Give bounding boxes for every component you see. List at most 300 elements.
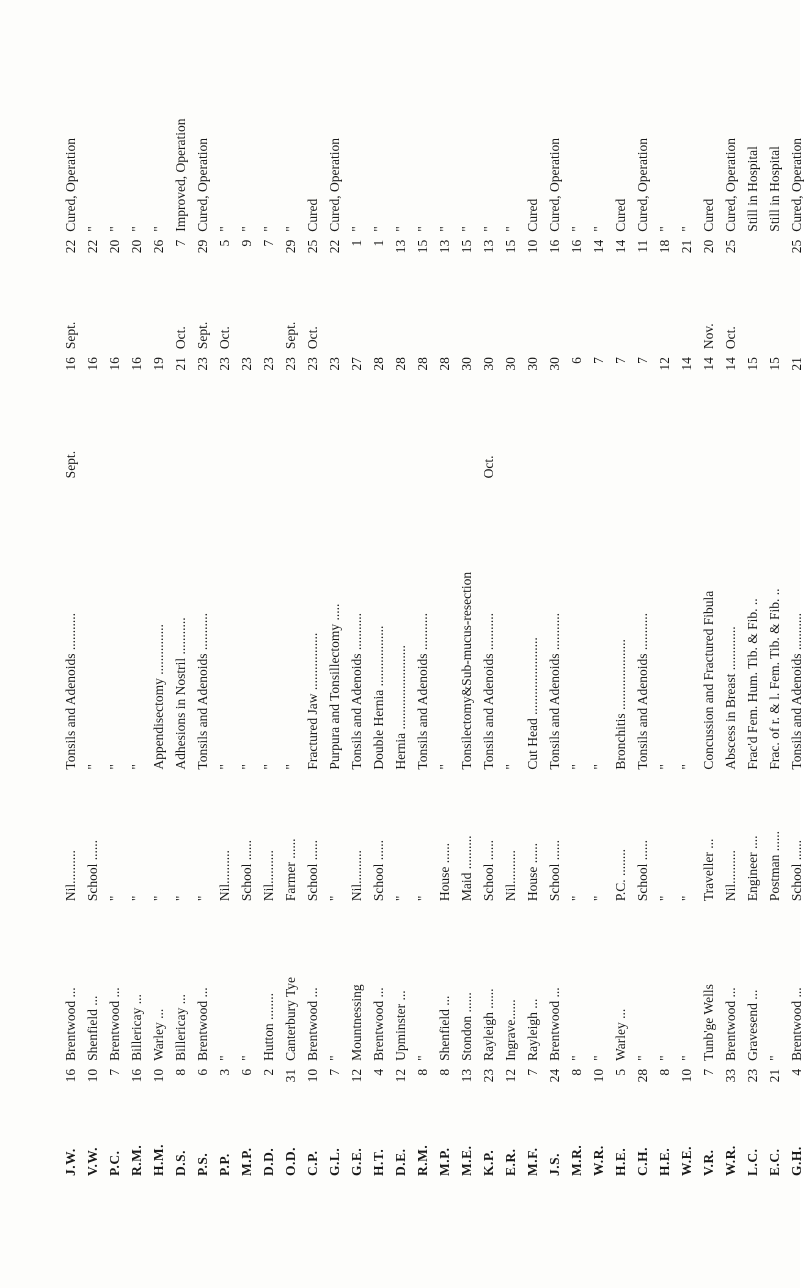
patient-residence: Rayleigh ......	[481, 988, 496, 1061]
discharge-month	[632, 280, 654, 353]
patient-result: Cured, Operation	[789, 137, 804, 232]
admission-day: 28	[371, 357, 386, 371]
admission-day: 30	[459, 357, 474, 371]
patient-occupation: "	[327, 895, 342, 902]
discharge-month: Oct.	[217, 326, 232, 350]
table-row	[654, 50, 676, 1180]
patient-initials: M.P.	[239, 1147, 254, 1176]
patient-result: "	[349, 226, 364, 232]
patient-initials: M.F.	[525, 1147, 540, 1176]
discharge-day: 22	[63, 239, 78, 254]
admission-month	[544, 398, 566, 483]
patient-result: "	[657, 226, 672, 232]
table-row	[544, 50, 566, 1180]
admission-month	[412, 398, 434, 483]
patient-result: "	[679, 226, 694, 232]
patient-disease: Tonsils and Adenoids ...........	[547, 613, 562, 770]
table-row	[346, 50, 368, 1180]
patient-occupation: "	[151, 895, 166, 902]
patient-result: Improved, Operation	[173, 118, 188, 232]
patient-age: 8	[657, 1068, 672, 1076]
patient-rows	[60, 50, 808, 1180]
patient-disease: Bronchitis .....................	[613, 639, 628, 770]
patient-disease: Frac. of r. & l. Fem. Tib. & Fib. ..	[767, 588, 782, 770]
patient-occupation: "	[107, 895, 122, 902]
discharge-day: 15	[415, 239, 430, 254]
discharge-month	[412, 280, 434, 353]
patient-occupation: Nil..........	[503, 850, 518, 902]
table-row	[82, 50, 104, 1180]
table-row	[192, 50, 214, 1180]
patient-result: "	[393, 226, 408, 232]
patient-initials: G.L.	[327, 1147, 342, 1176]
patient-initials: W.E.	[679, 1145, 694, 1176]
patient-age: 16	[129, 1068, 144, 1083]
patient-residence: "	[569, 1055, 584, 1061]
patient-disease: Tonsils and Adenoids ...........	[349, 613, 364, 770]
patient-occupation: School ......	[481, 840, 496, 902]
admission-day: 23	[239, 357, 254, 371]
patient-residence: Ingrave......	[503, 999, 518, 1061]
patient-initials: M.R.	[569, 1144, 584, 1176]
patient-age: 4	[789, 1068, 804, 1076]
patient-age: 24	[547, 1068, 562, 1083]
discharge-month: Nov.	[701, 323, 716, 350]
patient-residence: Brentwood ...	[63, 987, 78, 1061]
patient-age: 6	[195, 1068, 210, 1076]
patient-age: 3	[217, 1068, 232, 1076]
admission-month	[82, 398, 104, 483]
table-row	[258, 50, 280, 1180]
discharge-day: 10	[525, 239, 540, 254]
admission-month	[302, 398, 324, 483]
admission-month	[236, 398, 258, 483]
patient-result: Cured, Operation	[635, 137, 650, 232]
patient-disease: Hernia .........................	[393, 645, 408, 770]
table-row	[324, 50, 346, 1180]
patient-initials: W.R.	[723, 1145, 738, 1176]
admission-day: 28	[393, 357, 408, 371]
discharge-day: 1	[371, 239, 386, 247]
patient-disease: "	[217, 764, 232, 770]
discharge-month	[676, 280, 698, 353]
patient-residence: Rayleigh ...	[525, 998, 540, 1061]
discharge-day: 21	[679, 239, 694, 254]
patient-residence: Shenfield ...	[437, 995, 452, 1061]
patient-age: 28	[635, 1068, 650, 1083]
patient-residence: Brentwood ...	[107, 987, 122, 1061]
admission-day: 6	[569, 357, 584, 364]
patient-residence: "	[635, 1055, 650, 1061]
patient-residence: "	[679, 1055, 694, 1061]
discharge-day: 25	[305, 239, 320, 254]
patient-initials: H.E.	[613, 1147, 628, 1176]
patient-result: "	[261, 226, 276, 232]
patient-age: 8	[415, 1068, 430, 1076]
patient-age: 4	[371, 1068, 386, 1076]
patient-result: "	[151, 226, 166, 232]
admission-day: 30	[503, 357, 518, 371]
admission-month	[324, 398, 346, 483]
patient-initials: C.P.	[305, 1150, 320, 1176]
patient-occupation: Traveller ...	[701, 838, 716, 902]
patient-residence: "	[591, 1055, 606, 1061]
discharge-month	[368, 280, 390, 353]
patient-age: 10	[591, 1068, 606, 1083]
patient-disease: Tonsils and Adenoids ...........	[195, 613, 210, 770]
patient-occupation: P.C. ........	[613, 849, 628, 902]
admission-day: 15	[767, 357, 782, 371]
discharge-day: 25	[789, 239, 804, 254]
table-row	[500, 50, 522, 1180]
patient-residence: Brentwood ...	[305, 987, 320, 1061]
patient-occupation: School ......	[239, 840, 254, 902]
patient-disease: "	[239, 764, 254, 770]
discharge-month	[544, 280, 566, 353]
patient-disease: "	[85, 764, 100, 770]
patient-residence: Tunb'ge Wells	[701, 984, 716, 1061]
patient-occupation: School ......	[371, 840, 386, 902]
discharge-day: 13	[437, 239, 452, 254]
patient-result: "	[415, 226, 430, 232]
patient-occupation: School ......	[789, 840, 804, 902]
patient-result: Still in Hospital	[745, 146, 760, 232]
patient-register	[60, 50, 804, 1180]
admission-month	[258, 398, 280, 483]
table-row	[786, 50, 808, 1180]
patient-initials: K.P.	[481, 1149, 496, 1176]
admission-month	[566, 398, 588, 483]
admission-day: 16	[107, 357, 122, 371]
patient-residence: Hutton ........	[261, 993, 276, 1061]
patient-disease: "	[657, 764, 672, 770]
patient-age: 13	[459, 1068, 474, 1083]
patient-age: 2	[261, 1068, 276, 1076]
discharge-day: 29	[283, 239, 298, 254]
patient-result: Cured	[305, 198, 320, 232]
patient-initials: W.R.	[591, 1145, 606, 1176]
patient-age: 12	[349, 1068, 364, 1083]
patient-result: Cured	[613, 198, 628, 232]
patient-residence: Billericay ...	[173, 994, 188, 1061]
patient-occupation: "	[591, 895, 606, 902]
patient-age: 5	[613, 1068, 628, 1076]
admission-month	[720, 398, 742, 483]
discharge-month	[478, 280, 500, 353]
patient-occupation: "	[679, 895, 694, 902]
patient-residence: "	[239, 1055, 254, 1061]
admission-month	[214, 398, 236, 483]
patient-result: "	[85, 226, 100, 232]
admission-day: 16	[129, 357, 144, 371]
patient-residence: Mountnessing	[349, 984, 364, 1061]
patient-table	[60, 50, 808, 1180]
admission-month: Oct.	[481, 455, 496, 479]
discharge-month: Sept.	[195, 321, 210, 350]
discharge-month	[258, 280, 280, 353]
admission-month	[148, 398, 170, 483]
patient-initials: M.E.	[459, 1145, 474, 1176]
patient-residence: Brentwood ...	[789, 987, 804, 1061]
patient-disease: "	[591, 764, 606, 770]
admission-month	[632, 398, 654, 483]
admission-day: 16	[63, 357, 78, 371]
patient-occupation: Nil..........	[261, 850, 276, 902]
patient-result: Cured	[701, 198, 716, 232]
table-row	[236, 50, 258, 1180]
patient-age: 8	[173, 1068, 188, 1076]
discharge-month: Sept.	[283, 321, 298, 350]
table-row	[60, 50, 82, 1180]
discharge-month	[566, 280, 588, 353]
discharge-day: 15	[503, 239, 518, 254]
admission-month	[346, 398, 368, 483]
patient-initials: G.H.	[789, 1146, 804, 1176]
discharge-day: 25	[723, 239, 738, 254]
admission-month	[170, 398, 192, 483]
patient-age: 8	[437, 1068, 452, 1076]
patient-age: 10	[85, 1068, 100, 1083]
table-row	[764, 50, 786, 1180]
discharge-day: 16	[547, 239, 562, 254]
admission-day: 30	[547, 357, 562, 371]
discharge-month	[500, 280, 522, 353]
patient-disease: Appendisectomy ...............	[151, 624, 166, 770]
discharge-day: 20	[129, 239, 144, 254]
patient-occupation: "	[415, 895, 430, 902]
patient-residence: "	[327, 1055, 342, 1061]
discharge-day: 7	[173, 239, 188, 247]
patient-initials: D.E.	[393, 1148, 408, 1176]
patient-result: Cured, Operation	[723, 137, 738, 232]
patient-age: 12	[393, 1068, 408, 1083]
admission-day: 14	[679, 357, 694, 371]
patient-occupation: "	[657, 895, 672, 902]
table-row	[434, 50, 456, 1180]
discharge-day: 14	[613, 239, 628, 254]
patient-occupation: School ......	[85, 840, 100, 902]
patient-disease: "	[107, 764, 122, 770]
patient-occupation: Nil..........	[63, 850, 78, 902]
patient-disease: Purpura and Tonsillectomy .....	[327, 603, 342, 770]
admission-day: 21	[789, 357, 804, 371]
table-row	[126, 50, 148, 1180]
discharge-day: 22	[85, 239, 100, 254]
table-row	[720, 50, 742, 1180]
patient-result: "	[459, 226, 474, 232]
discharge-day: 1	[349, 239, 364, 247]
patient-result: Cured, Operation	[63, 137, 78, 232]
table-row	[148, 50, 170, 1180]
admission-month	[676, 398, 698, 483]
admission-day: 27	[349, 357, 364, 371]
admission-month	[742, 398, 764, 483]
patient-disease: "	[437, 764, 452, 770]
discharge-day: 11	[635, 239, 650, 253]
table-row	[632, 50, 654, 1180]
patient-disease: Tonsils and Adenoids ...........	[415, 613, 430, 770]
patient-age: 31	[283, 1068, 298, 1083]
admission-day: 21	[173, 357, 188, 371]
admission-month	[368, 398, 390, 483]
admission-day: 12	[657, 357, 672, 371]
discharge-month	[126, 280, 148, 353]
patient-age: 16	[63, 1068, 78, 1083]
admission-month	[104, 398, 126, 483]
admission-day: 7	[591, 357, 606, 364]
patient-initials: R.M.	[129, 1144, 144, 1176]
discharge-month	[764, 280, 786, 353]
discharge-month: Oct.	[305, 326, 320, 350]
admission-day: 15	[745, 357, 760, 371]
patient-initials: J.W.	[63, 1148, 78, 1176]
discharge-month	[742, 280, 764, 353]
patient-occupation: Postman ......	[767, 831, 782, 902]
patient-disease: Abscess in Breast .............	[723, 626, 738, 770]
admission-month	[522, 398, 544, 483]
discharge-day: 20	[107, 239, 122, 254]
patient-residence: Stondon ......	[459, 992, 474, 1061]
patient-age: 6	[239, 1068, 254, 1076]
table-row	[412, 50, 434, 1180]
patient-occupation: "	[173, 895, 188, 902]
patient-residence: "	[657, 1055, 672, 1061]
patient-disease: Fractured Jaw .................	[305, 632, 320, 770]
discharge-month: Oct.	[723, 326, 738, 350]
patient-occupation: Engineer ....	[745, 835, 760, 902]
patient-result: "	[239, 226, 254, 232]
discharge-day: 22	[327, 239, 342, 254]
admission-month	[280, 398, 302, 483]
patient-result: Cured	[525, 198, 540, 232]
patient-initials: P.S.	[195, 1152, 210, 1176]
patient-occupation: "	[129, 895, 144, 902]
patient-residence: Brentwood ...	[371, 987, 386, 1061]
patient-residence: Shenfield ...	[85, 995, 100, 1061]
admission-month: Sept.	[63, 450, 78, 479]
discharge-month	[82, 280, 104, 353]
patient-disease: "	[503, 764, 518, 770]
patient-initials: H.M.	[151, 1144, 166, 1176]
patient-age: 7	[701, 1068, 716, 1076]
patient-disease: "	[261, 764, 276, 770]
table-row	[456, 50, 478, 1180]
admission-month	[654, 398, 676, 483]
admission-day: 7	[635, 357, 650, 364]
admission-day: 7	[613, 357, 628, 364]
patient-occupation: Farmer ......	[283, 838, 298, 902]
patient-disease: "	[569, 764, 584, 770]
admission-day: 19	[151, 357, 166, 371]
discharge-month: Oct.	[173, 326, 188, 350]
admission-day: 14	[723, 357, 738, 371]
patient-result: "	[129, 226, 144, 232]
discharge-day: 9	[239, 239, 254, 247]
patient-occupation: Nil..........	[349, 850, 364, 902]
patient-age: 23	[745, 1068, 760, 1083]
patient-disease: Cut Head .......................	[525, 637, 540, 770]
patient-initials: H.T.	[371, 1148, 386, 1176]
patient-disease: "	[283, 764, 298, 770]
discharge-month	[324, 280, 346, 353]
patient-residence: Brentwood ...	[547, 987, 562, 1061]
discharge-day: 5	[217, 239, 232, 247]
patient-result: "	[437, 226, 452, 232]
patient-age: 23	[481, 1068, 496, 1083]
patient-disease: Frac'd Fem. Hum. Tib. & Fib. ..	[745, 598, 760, 770]
admission-month	[786, 398, 808, 483]
patient-age: 12	[503, 1068, 518, 1083]
patient-result: "	[503, 226, 518, 232]
patient-residence: "	[767, 1055, 782, 1061]
patient-initials: E.C.	[767, 1148, 782, 1176]
patient-initials: P.P.	[217, 1153, 232, 1176]
patient-age: 8	[569, 1068, 584, 1076]
patient-initials: V.W.	[85, 1146, 100, 1176]
patient-disease: "	[679, 764, 694, 770]
patient-initials: C.H.	[635, 1147, 650, 1176]
patient-disease: Double Hernia ..................	[371, 625, 386, 770]
patient-residence: Upminster ...	[393, 990, 408, 1061]
patient-age: 7	[107, 1068, 122, 1076]
patient-result: Cured, Operation	[547, 137, 562, 232]
patient-initials: R.M.	[415, 1144, 430, 1176]
patient-result: Cured, Operation	[327, 137, 342, 232]
patient-result: "	[107, 226, 122, 232]
admission-day: 14	[701, 357, 716, 371]
admission-day: 28	[437, 357, 452, 371]
patient-result: Still in Hospital	[767, 146, 782, 232]
patient-disease: Tonsils and Adenoids ...........	[789, 613, 804, 770]
discharge-day: 26	[151, 239, 166, 254]
patient-occupation: House ......	[437, 843, 452, 902]
patient-result: "	[569, 226, 584, 232]
patient-initials: L.C.	[745, 1148, 760, 1176]
admission-month	[588, 398, 610, 483]
admission-day: 16	[85, 357, 100, 371]
patient-residence: Billericay ...	[129, 994, 144, 1061]
patient-occupation: School ......	[547, 840, 562, 902]
discharge-day: 15	[459, 239, 474, 254]
admission-day: 23	[283, 357, 298, 371]
patient-residence: Warley ...	[613, 1008, 628, 1061]
patient-disease: "	[129, 764, 144, 770]
discharge-day: 13	[481, 239, 496, 254]
admission-month	[698, 398, 720, 483]
admission-day: 28	[415, 357, 430, 371]
discharge-month	[654, 280, 676, 353]
patient-residence: "	[415, 1055, 430, 1061]
admission-day: 23	[261, 357, 276, 371]
admission-month	[764, 398, 786, 483]
admission-day: 23	[195, 357, 210, 371]
admission-day: 23	[217, 357, 232, 371]
patient-disease: Adhesions in Nostril ...........	[173, 617, 188, 770]
discharge-day	[764, 236, 786, 281]
patient-residence: "	[217, 1055, 232, 1061]
table-row	[390, 50, 412, 1180]
patient-occupation: Nil..........	[217, 850, 232, 902]
discharge-month	[104, 280, 126, 353]
patient-disease: Concussion and Fractured Fibula	[701, 590, 716, 770]
discharge-month	[786, 280, 808, 353]
table-row	[104, 50, 126, 1180]
patient-initials: P.C.	[107, 1150, 122, 1176]
table-row	[610, 50, 632, 1180]
table-row	[214, 50, 236, 1180]
patient-residence: Brentwood ...	[195, 987, 210, 1061]
table-row	[522, 50, 544, 1180]
